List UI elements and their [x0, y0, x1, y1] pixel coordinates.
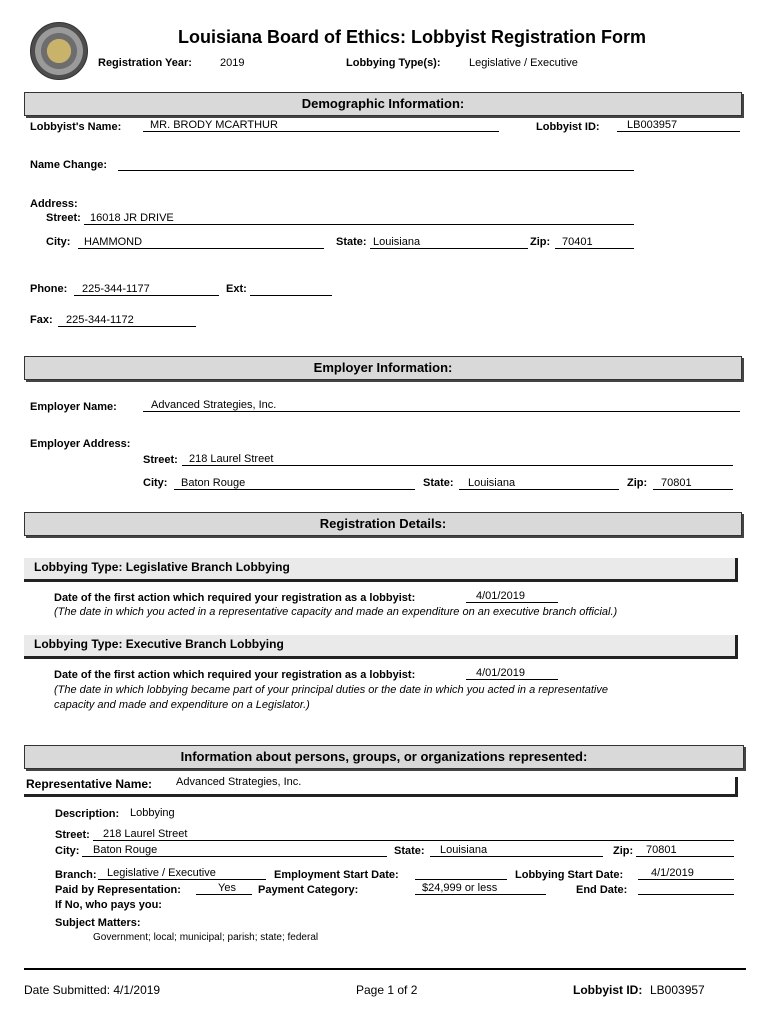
represented-section-header: Information about persons, groups, or organizations represented:: [24, 745, 744, 769]
employer-zip-line: [653, 489, 733, 490]
paid-by-line: [196, 894, 252, 895]
if-no-label: If No, who pays you:: [55, 899, 162, 911]
city-label: City:: [46, 236, 71, 248]
executive-date-value: 4/01/2019: [476, 667, 525, 679]
lobbyist-name-label: Lobbyist's Name:: [30, 121, 122, 133]
state-seal-icon: [30, 22, 88, 80]
rep-zip-label: Zip:: [613, 845, 634, 857]
employer-city-value: Baton Rouge: [181, 477, 246, 489]
employer-street-line: [182, 465, 733, 466]
address-label: Address:: [30, 198, 78, 210]
employer-state-value: Louisiana: [468, 477, 516, 489]
subject-matters-label: Subject Matters:: [55, 917, 141, 929]
fax-value: 225-344-1172: [66, 314, 134, 326]
legislative-date-label: Date of the first action which required your registration as a lobbyist:: [54, 592, 416, 604]
end-date-label: End Date:: [576, 884, 628, 896]
employer-city-line: [174, 489, 415, 490]
employer-state-line: [459, 489, 619, 490]
representative-name-value: Advanced Strategies, Inc.: [176, 776, 302, 788]
form-title: Louisiana Board of Ethics: Lobbyist Registration Form: [178, 27, 647, 47]
lobbying-start-label: Lobbying Start Date:: [515, 869, 624, 881]
lobbyist-name-value: MR. BRODY MCARTHUR: [150, 119, 278, 131]
footer-lobbyist-id-value: LB003957: [650, 983, 705, 997]
employer-section-header: Employer Information:: [24, 356, 742, 380]
executive-lobbying-heading: Lobbying Type: Executive Branch Lobbying: [24, 635, 738, 659]
employer-name-line: [143, 411, 740, 412]
street-value: 16018 JR DRIVE: [90, 212, 174, 224]
fax-label: Fax:: [30, 314, 53, 326]
lobbying-types-label: Lobbying Type(s):: [346, 57, 441, 69]
lobbyist-id-value: LB003957: [627, 119, 678, 131]
lobbying-start-value: 4/1/2019: [651, 867, 694, 879]
rep-zip-line: [636, 856, 734, 857]
street-label: Street:: [46, 212, 81, 224]
legislative-date-value: 4/01/2019: [476, 590, 525, 602]
rep-city-line: [82, 856, 387, 857]
registration-section-header: Registration Details:: [24, 512, 742, 536]
description-label: Description:: [55, 808, 120, 820]
employer-zip-value: 70801: [661, 477, 692, 489]
footer-divider: [24, 968, 746, 970]
rep-state-label: State:: [394, 845, 425, 857]
payment-category-line: [415, 894, 546, 895]
branch-line: [98, 879, 266, 880]
page-number: Page 1 of 2: [356, 983, 418, 997]
rep-city-label: City:: [55, 845, 80, 857]
branch-value: Legislative / Executive: [107, 867, 216, 879]
zip-label: Zip:: [530, 236, 551, 248]
legislative-lobbying-heading: Lobbying Type: Legislative Branch Lobbying: [24, 558, 738, 582]
lobbyist-id-label: Lobbyist ID:: [536, 121, 600, 133]
demographic-section-header: Demographic Information:: [24, 92, 742, 116]
executive-date-line: [466, 679, 558, 680]
lobbyist-id-line: [617, 131, 740, 132]
city-value: HAMMOND: [84, 236, 143, 248]
state-label: State:: [336, 236, 367, 248]
end-date-line[interactable]: [638, 894, 734, 895]
payment-category-value: $24,999 or less: [422, 882, 498, 894]
rep-street-label: Street:: [55, 829, 90, 841]
name-change-label: Name Change:: [30, 159, 108, 171]
paid-by-label: Paid by Representation:: [55, 884, 181, 896]
representative-box: [24, 794, 736, 797]
employer-address-label: Employer Address:: [30, 438, 131, 450]
employer-zip-label: Zip:: [627, 477, 648, 489]
rep-street-value: 218 Laurel Street: [103, 828, 188, 840]
ext-label: Ext:: [226, 283, 247, 295]
subject-matters-value: Government; local; municipal; parish; state; federal: [93, 932, 319, 943]
rep-zip-value: 70801: [646, 844, 677, 856]
legislative-date-note: (The date in which you acted in a representative capacity and made an expenditure on an executive branch official.): [54, 606, 618, 618]
fax-line: [58, 326, 196, 327]
employment-start-line[interactable]: [415, 879, 507, 880]
employer-state-label: State:: [423, 477, 454, 489]
zip-value: 70401: [562, 236, 593, 248]
phone-line: [74, 295, 219, 296]
description-value: Lobbying: [130, 807, 175, 819]
phone-value: 225-344-1177: [82, 283, 150, 295]
representative-box-right: [735, 777, 738, 797]
rep-state-value: Louisiana: [440, 844, 488, 856]
payment-category-label: Payment Category:: [258, 884, 359, 896]
representative-name-label: Representative Name:: [26, 777, 153, 791]
zip-line: [555, 248, 634, 249]
employer-name-label: Employer Name:: [30, 401, 117, 413]
executive-date-note-2: capacity and made and expenditure on a Legislator.): [54, 699, 310, 711]
employer-street-value: 218 Laurel Street: [189, 453, 274, 465]
lobbying-start-line: [638, 879, 734, 880]
state-line: [370, 248, 528, 249]
paid-by-value: Yes: [218, 882, 236, 894]
registration-year-label: Registration Year:: [98, 57, 192, 69]
footer-lobbyist-id-label: Lobbyist ID:: [573, 983, 643, 997]
legislative-date-line: [466, 602, 558, 603]
street-line: [84, 224, 634, 225]
date-submitted: Date Submitted: 4/1/2019: [24, 983, 161, 997]
executive-date-note-1: (The date in which lobbying became part of your principal duties or the date in which you acted in a representative: [54, 684, 608, 696]
employer-street-label: Street:: [143, 454, 178, 466]
lobbyist-name-line: [143, 131, 499, 132]
lobbying-types-value: Legislative / Executive: [469, 57, 578, 69]
rep-city-value: Baton Rouge: [93, 844, 158, 856]
ext-line[interactable]: [250, 295, 332, 296]
state-value: Louisiana: [373, 236, 421, 248]
employer-city-label: City:: [143, 477, 168, 489]
executive-date-label: Date of the first action which required your registration as a lobbyist:: [54, 669, 416, 681]
phone-label: Phone:: [30, 283, 68, 295]
rep-state-line: [430, 856, 603, 857]
rep-street-line: [93, 840, 734, 841]
registration-year-value: 2019: [220, 57, 245, 69]
name-change-line[interactable]: [118, 170, 634, 171]
branch-label: Branch:: [55, 869, 97, 881]
employment-start-label: Employment Start Date:: [274, 869, 399, 881]
city-line: [78, 248, 324, 249]
employer-name-value: Advanced Strategies, Inc.: [151, 399, 277, 411]
